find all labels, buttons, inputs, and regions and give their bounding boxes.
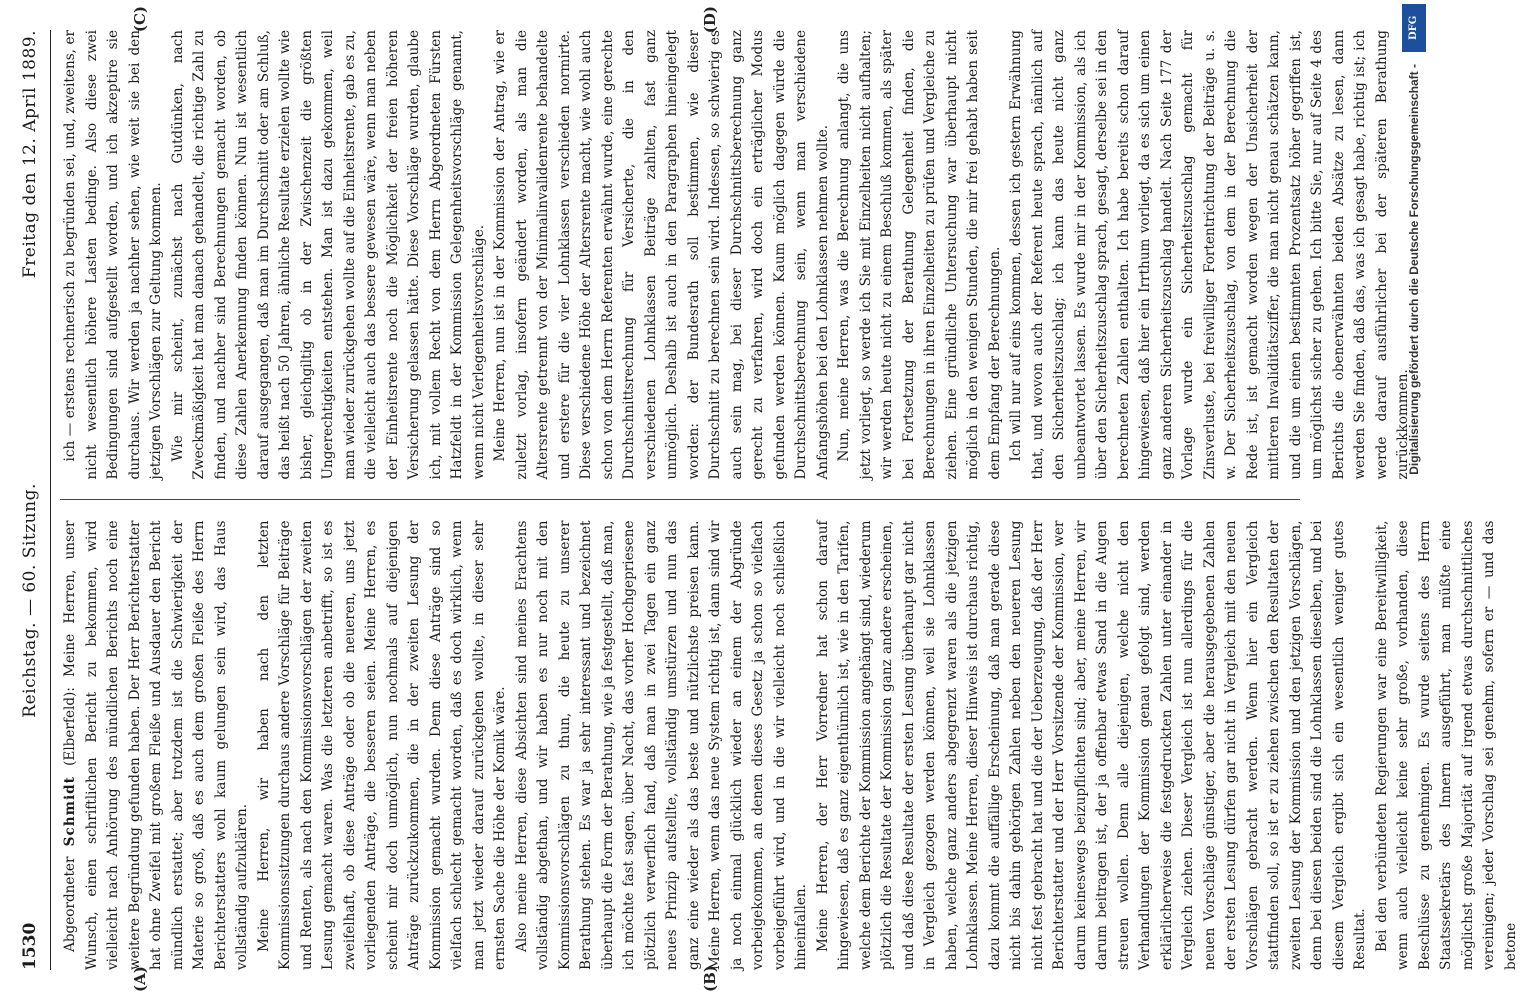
paragraph: ich — erstens rechnerisch zu begründen sei, und, zweitens, er nicht wesentlich höhere Lasten bedinge. Also diese zwei Bedingungen sind aufgestellt worden, und ich akzeptire sie durchaus. Wir werden ja nachher sehen, wie weit sie bei den jetzigen Vorschlägen zur Geltung kommen. (62, 30, 164, 480)
paragraph: Meine Herren, wir haben nach den letzten Kommissionssitzungen durchaus andere Vorschläge für Beiträge und Renten, als nach den Kommissionsvorschlägen der zweiten Lesung gemacht waren. Was die letzteren anbetrifft, so ist es zweifelhaft, ob diese Anträge oder ob die neueren, uns jetzt vorliegenden Anträge, die besseren seien. Meine Herren, es scheint mir doch unmöglich, nun nochmals auf diejenigen Anträge zurückzukommen, die in der zweiten Lesung der Kommission gemacht wurden. Denn diese Anträge sind so vielfach schlecht gemacht worden, daß es doch wirklich, wenn man jetzt wieder darauf zurückgehen wollte, in dieser sehr ernsten Sache die Höhe der Komik wäre. (255, 520, 508, 970)
page-number: 1530 (20, 922, 40, 970)
column-right (60, 6, 1411, 480)
paragraph: Wie mir scheint, zunächst nach Gutdünken, nach Zweckmäßigkeit hat man danach gehandelt, die richtige Zahl zu finden, und nachher sind Berechnungen gemacht worden, ob diese Zahlen Anerkennung finden können. Nun ist wesentlich darauf ausgegangen, daß man im Durchschnitt oder am Schluß, das heißt nach 50 Jahren, ähnliche Resultate erzielen wollte wie bisher, gleichgiltig ob in der Zwischenzeit die größten Ungerechtigkeiten entstehen. Man ist dazu gekommen, weil man wieder zurückgehen wollte auf die Einheitsrente, gab es zu, die vielleicht auch das bessere gewesen wäre, wenn man neben der Einheitsrente noch die Möglichkeit der freien höheren Versicherung gelassen hätte. Diese Vorschläge wurden, glaube ich, mit vollem Recht von dem Herrn Abgeordneten Fürsten Hatzfeldt in der Kommission Gelegenheitsvorschläge genannt, wenn nicht Verlegenheitsvorschläge. (169, 30, 487, 480)
column-divider (60, 500, 1300, 501)
page-header (10, 30, 51, 970)
margin-marker-d: (D) (701, 6, 719, 34)
paragraph: Bei den verbündeten Regierungen war eine Bereitwilligkeit, wenn auch vielleicht keine sehr große, vorhanden, diese Beschlüsse zu genehmigen. Es wurde seitens des Herrn Staatssekretärs des Innern ausgeführt, man müßte eine möglichst große Majorität auf irgend etwas durchschnittliches vereinigen; jeder Vorschlag sei genehm, sofern er — und das betone (1373, 520, 1519, 970)
running-title: Reichstag. — 60. Sitzung. (20, 483, 40, 718)
margin-marker-c: (C) (131, 6, 149, 33)
speaker-intro: Abgeordneter (62, 856, 78, 952)
dfg-logo-icon: DFG (1402, 4, 1426, 52)
paragraph: Meine Herren, nun ist in der Kommission der Antrag, wie er zuletzt vorlag, insofern geändert worden, als man die Altersrente getrennt von der Minimalinvalidenrente behandelte und erstere für die vier Lohnklassen verschieden normirte. Diese verschiedene Höhe der Altersrente macht, wie wohl auch schon von dem Herrn Referenten erwähnt wurde, eine gerechte Durchschnittsrechnung für Versicherte, die in den verschiedenen Lohnklassen Beiträge zahlten, fast ganz unmöglich. Deshalb ist auch in den Paragraphen hineingelegt worden: der Bundesrath soll bestimmen, wie dieser Durchschnitt zu berechnen sein wird. Indessen, so schwierig es auch sein mag, bei dieser Durchschnittsberechnung ganz gerecht zu verfahren, wird doch ein erträglicher Modus gefunden werden können. Kaum möglich dagegen würde die Durchschnittsberechnung sein, wenn man verschiedene Anfangshöhen bei den Lohnklassen nehmen wollte. (492, 30, 831, 480)
margin-marker-b: (B) (701, 965, 719, 992)
paragraph: Ich will nur auf eins kommen, dessen ich gestern Erwähnung that, und wovon auch der Referent heute sprach, nämlich auf den Sicherheitszuschlag; ich kann das heute nicht ganz unbeantwortet lassen. Es wurde mir in der Kommission, als ich über den Sicherheitszuschlag sprach, gesagt, derselbe sei in den berechneten Zahlen enthalten. Ich habe bereits schon darauf hingewiesen, daß hier ein Irrthum vorliegt, da es sich um einen ganz anderen Sicherheitszuschlag handelt. Nach Seite 177 der Vorlage wurde ein Sicherheitszuschlag gemacht für Zinsverluste, bei freiwilliger Fortentrichtung der Beiträge u. s. w. Der Sicherheitszuschlag, von dem in der Berechnung die Rede ist, ist gemacht worden wegen der Unsicherheit der mittleren Invaliditätsziffer, die man nicht genau schätzen kann, und die um einen bestimmten Prozentsatz höher gegriffen ist, um möglichst sicher zu gehen. Ich bitte Sie, nur auf Seite 4 des Berichts die obenerwähnten beiden Absätze zu lesen, dann werden Sie finden, daß das, was ich gesagt habe, richtig ist; ich werde darauf ausführlicher bei der späteren Berathung zurückkommen. (1008, 30, 1411, 480)
speech-opening (60, 521, 254, 971)
speaker-name: Schmidt (62, 776, 78, 847)
funding-strip (1400, 4, 1428, 996)
paragraph: Nun, meine Herren, was die Berechnung anlangt, die uns jetzt vorliegt, so werde ich Sie mit Einzelheiten nicht aufhalten; wir werden heute nicht zu einem Beschluß kommen, als später bei Fortsetzung der Berathung Gelegenheit finden, die Berechnungen in ihren Einzelheiten zu prüfen und Vergleiche zu ziehen. Eine gründliche Untersuchung war überhaupt nicht möglich in den wenigen Stunden, die mir frei gehabt haben seit dem Empfang der Berechnungen. (836, 30, 1003, 480)
funding-note: Digitalisierung gefördert durch die Deutsche Forschungsgemeinschaft - (1407, 64, 1421, 475)
speech-text: (Elberfeld): Meine Herren, unser Wunsch, einen schriftlichen Bericht zu bekommen, wird vielleicht nach Anhörung des mündlichen Berichts noch eine weitere Begründung gefunden haben. Der Herr Berichterstatter hat ohne Zweifel mit großem Fleiße und Ausdauer den Bericht mündlich erstattet; aber trotzdem ist die Schwierigkeit der Materie so groß, daß es auch dem großen Fleiße des Herrn Berichterstatters wohl kaum gelungen sein wird, das Haus vollständig aufzuklären. (62, 520, 250, 970)
paragraph: Meine Herren, der Herr Vorredner hat schon darauf hingewiesen, daß es ganz eigenthümlich ist, wie in den Tarifen, welche dem Berichte der Kommission angehängt sind, wiederum plötzlich die Resultate der Kommission ganz andere erscheinen, und daß diese Resultate der ersten Lesung überhaupt gar nicht in Vergleich gezogen werden können, weil sie Lohnklassen haben, welche ganz anders abgegrenzt waren als die jetzigen Lohnklassen. Meine Herren, dieser Hinweis ist durchaus richtig, dazu kommt die auffällige Erscheinung, daß man gerade diese nicht bis dahin gehörigen Zahlen neben den neueren Lesung nicht fest gebracht hat und die der Ueberzeugung, daß der Herr Berichterstatter und der Herr Vorsitzende der Kommission, wer darum keineswegs beizupflichten sind; aber, meine Herren, wir darum beitragen ist, der ja offenbar etwas Sand in die Augen streuen wollen. Denn alle diejenigen, welche nicht den Verhandlungen der Kommission genau gefolgt sind, werden erklärlicherweise die festgedruckten Zahlen unter einander in Vergleich ziehen. Dieser Vergleich ist nun allerdings für die neuen Vorschläge günstiger, aber die herausgegebenen Zahlen der ersten Lesung dürfen gar nicht in Vergleich mit den neuen Vorschlägen gebracht werden. Wenn hier ein Vergleich stattfinden soll, so ist er zu ziehen zwischen den Resultaten der zweiten Lesung der Kommission und den jetzigen Vorschlägen, denn bei diesen beiden sind die Lohnklassen dieselben, und bei diesem Vergleich ergibt sich ein wesentlich weniger gutes Resultat. (814, 520, 1368, 970)
session-date: Freitag den 12. April 1889. (20, 30, 40, 279)
margin-marker-a: (A) (131, 966, 149, 992)
paragraph: Also meine Herren, diese Absichten sind meines Erachtens vollständig abgethan, und wir haben es nur noch mit den Kommissionsvorschlägen zu thun, die heute zu unserer Berathung stehen. Es war ja sehr interessant und bezeichnet überhaupt die Form der Berathung, wie ja festgestellt, daß man, ich möchte fast sagen, über Nacht, das vorher Hochgepriesene plötzlich verwerflich fand, daß man in zwei Tagen ein ganz neues Prinzip aufstellte, vollständig umstürzen und nun das ganz eine wieder als das beste und nützlichste preisen kann. Meine Herren, wenn das neue System richtig ist, dann sind wir ja noch einmal glücklich wieder an einem der Abgründe vorbeigekommen, an denen dieses Gesetz ja schon so vielfach vorbeigeführt wird, und in die wir vielleicht noch schließlich hineinfallen. (513, 520, 809, 970)
column-left (60, 520, 1519, 992)
